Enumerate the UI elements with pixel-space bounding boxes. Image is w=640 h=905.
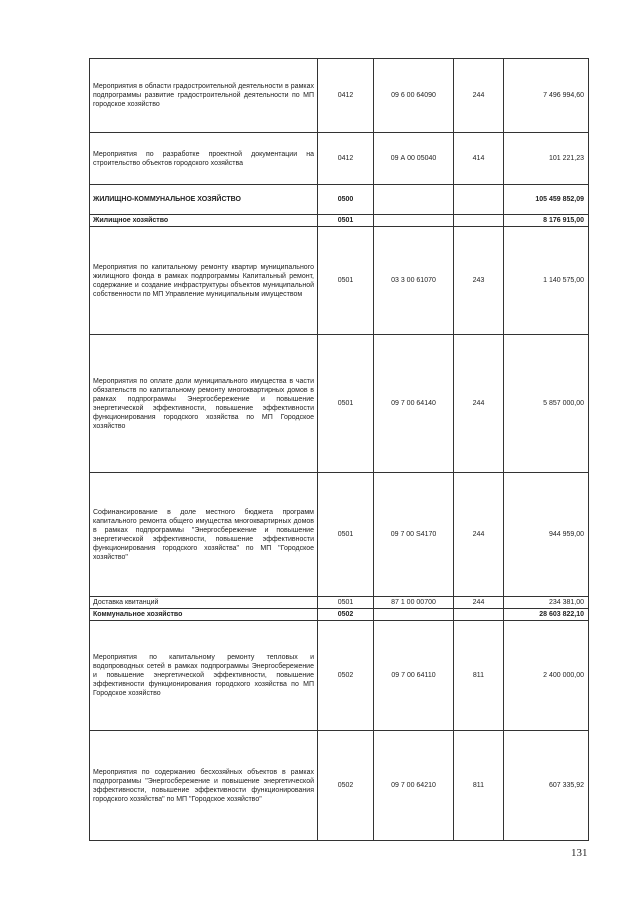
row-amount: 5 857 000,00 bbox=[504, 335, 589, 473]
table-row bbox=[90, 731, 589, 841]
row-amount: 607 335,92 bbox=[504, 731, 589, 841]
row-description: Мероприятия по разработке проектной документации на строительство объектов городского хозяйства bbox=[90, 133, 318, 185]
row-section-code: 0502 bbox=[318, 731, 374, 841]
row-target-code: 09 7 00 64210 bbox=[374, 731, 454, 841]
row-expense-type: 244 bbox=[454, 335, 504, 473]
table-row bbox=[90, 473, 589, 597]
row-expense-type: 244 bbox=[454, 473, 504, 597]
row-expense-type: 243 bbox=[454, 227, 504, 335]
row-section-code: 0501 bbox=[318, 597, 374, 609]
row-target-code: 09 7 00 64140 bbox=[374, 335, 454, 473]
row-section-code: 0412 bbox=[318, 59, 374, 133]
row-amount: 944 959,00 bbox=[504, 473, 589, 597]
row-amount: 1 140 575,00 bbox=[504, 227, 589, 335]
row-description: Софинансирование в доле местного бюджета программ капитального ремонта общего имущества многоквартирных домов в рамках подпрограммы "Энергосбережение и повышение энергетической эффективности, повышение эффективности функционирования городского хозяйства" по МП "Городское хозяйство" bbox=[90, 473, 318, 597]
row-target-code: 09 7 00 64110 bbox=[374, 621, 454, 731]
row-section-code: 0501 bbox=[318, 335, 374, 473]
row-target-code: 09 7 00 S4170 bbox=[374, 473, 454, 597]
row-target-code bbox=[374, 609, 454, 621]
row-amount: 101 221,23 bbox=[504, 133, 589, 185]
row-section-code: 0501 bbox=[318, 473, 374, 597]
table-row bbox=[90, 133, 589, 185]
row-expense-type: 244 bbox=[454, 597, 504, 609]
row-target-code: 09 6 00 64090 bbox=[374, 59, 454, 133]
row-section-code: 0502 bbox=[318, 609, 374, 621]
row-target-code: 09 А 00 05040 bbox=[374, 133, 454, 185]
row-section-code: 0500 bbox=[318, 185, 374, 215]
row-description: Мероприятия по содержанию бесхозяйных объектов в рамках подпрограммы "Энергосбережение и повышение энергетической эффективности, повышение эффективности функционирования городского хозяйства" по МП "Городское хозяйство" bbox=[90, 731, 318, 841]
page-number: 131 bbox=[571, 847, 588, 859]
row-description: Коммунальное хозяйство bbox=[90, 609, 318, 621]
row-amount: 105 459 852,09 bbox=[504, 185, 589, 215]
row-section-code: 0501 bbox=[318, 215, 374, 227]
row-description: Мероприятия по капитальному ремонту квартир муниципального жилищного фонда в рамках подпрограммы Капитальный ремонт, содержание и создание инфраструктуры объектов муниципальной собственности по МП Управление муниципальным имуществом bbox=[90, 227, 318, 335]
row-description: Мероприятия в области градостроительной деятельности в рамках подпрограммы развитие градостроительной деятельности по МП городское хозяйство bbox=[90, 59, 318, 133]
table-row bbox=[90, 621, 589, 731]
row-amount: 7 496 994,60 bbox=[504, 59, 589, 133]
row-expense-type bbox=[454, 185, 504, 215]
row-expense-type: 244 bbox=[454, 59, 504, 133]
row-amount: 234 381,00 bbox=[504, 597, 589, 609]
row-expense-type: 811 bbox=[454, 731, 504, 841]
row-target-code bbox=[374, 185, 454, 215]
row-section-code: 0412 bbox=[318, 133, 374, 185]
row-target-code bbox=[374, 215, 454, 227]
row-description: Доставка квитанций bbox=[90, 597, 318, 609]
table-row bbox=[90, 185, 589, 215]
row-expense-type: 414 bbox=[454, 133, 504, 185]
row-target-code: 87 1 00 00700 bbox=[374, 597, 454, 609]
row-description: ЖИЛИЩНО-КОММУНАЛЬНОЕ ХОЗЯЙСТВО bbox=[90, 185, 318, 215]
table-row bbox=[90, 609, 589, 621]
table-row bbox=[90, 335, 589, 473]
row-expense-type bbox=[454, 215, 504, 227]
row-amount: 8 176 915,00 bbox=[504, 215, 589, 227]
row-expense-type bbox=[454, 609, 504, 621]
row-description: Мероприятия по оплате доли муниципального имущества в части обязательств по капитальному ремонту многоквартирных домов в рамках подпрограммы Энергосбережение и повышение энергетической эффективности, повышение эффективности функционирования городского хозяйства по МП Городское хозяйство bbox=[90, 335, 318, 473]
row-section-code: 0501 bbox=[318, 227, 374, 335]
row-amount: 28 603 822,10 bbox=[504, 609, 589, 621]
row-target-code: 03 3 00 61070 bbox=[374, 227, 454, 335]
table-row bbox=[90, 215, 589, 227]
row-section-code: 0502 bbox=[318, 621, 374, 731]
row-description: Жилищное хозяйство bbox=[90, 215, 318, 227]
row-amount: 2 400 000,00 bbox=[504, 621, 589, 731]
row-expense-type: 811 bbox=[454, 621, 504, 731]
table-row bbox=[90, 59, 589, 133]
budget-table bbox=[89, 58, 589, 841]
row-description: Мероприятия по капитальному ремонту тепловых и водопроводных сетей в рамках подпрограммы Энергосбережение и повышение энергетической эффективности, повышение эффективности функционирования городского хозяйства по МП Городское хозяйство bbox=[90, 621, 318, 731]
table-row bbox=[90, 227, 589, 335]
table-row bbox=[90, 597, 589, 609]
